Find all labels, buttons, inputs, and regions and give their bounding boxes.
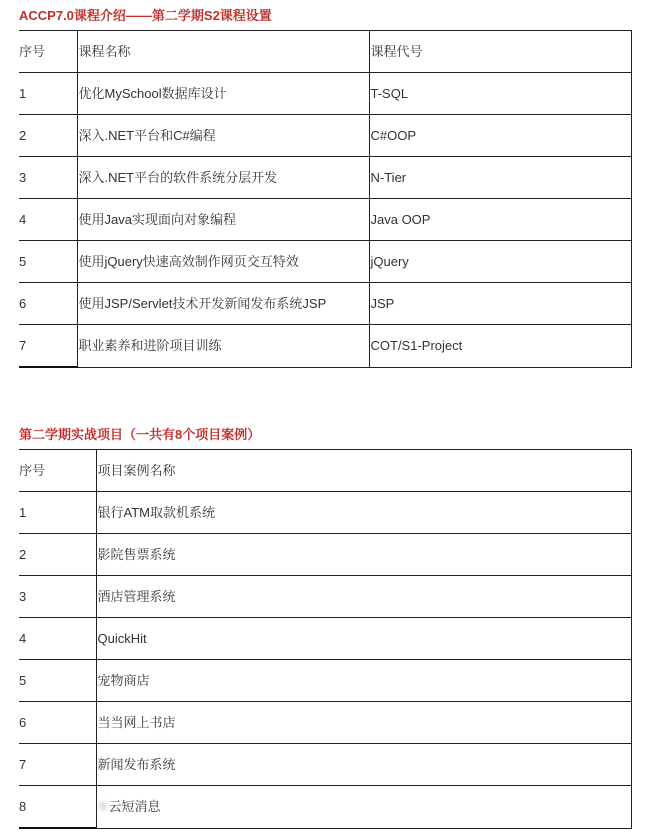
s2-project-table xyxy=(19,449,632,829)
row-index: 4 xyxy=(19,199,77,241)
row-index: 2 xyxy=(19,115,77,157)
section-title-s2-courses: ACCP7.0课程介绍——第二学期S2课程设置 xyxy=(19,8,272,23)
row-index: 5 xyxy=(19,241,77,283)
row-course-code: jQuery xyxy=(369,241,631,283)
row-course-code: JSP xyxy=(369,283,631,325)
row-index: 8 xyxy=(19,786,96,829)
row-index: 3 xyxy=(19,157,77,199)
row-index: 3 xyxy=(19,576,96,618)
table-row xyxy=(19,73,631,115)
row-course-name: 使用jQuery快速高效制作网页交互特效 xyxy=(77,241,369,283)
table-row xyxy=(19,325,631,368)
row-course-code: T-SQL xyxy=(369,73,631,115)
row-course-code: N-Tier xyxy=(369,157,631,199)
table-row xyxy=(19,241,631,283)
table-header-row xyxy=(19,450,631,492)
header-cell-course-code: 课程代号 xyxy=(369,31,631,73)
table-row xyxy=(19,744,631,786)
row-project-name: 新闻发布系统 xyxy=(96,744,631,786)
table-row xyxy=(19,283,631,325)
row-course-name: 深入.NET平台的软件系统分层开发 xyxy=(77,157,369,199)
table-row xyxy=(19,786,631,829)
row-project-name: 酒店管理系统 xyxy=(96,576,631,618)
row-course-code: Java OOP xyxy=(369,199,631,241)
row-index: 4 xyxy=(19,618,96,660)
table-row xyxy=(19,702,631,744)
table-row xyxy=(19,115,631,157)
row-course-name: 优化MySchool数据库设计 xyxy=(77,73,369,115)
row-project-name: 影院售票系统 xyxy=(96,534,631,576)
row-index: 6 xyxy=(19,702,96,744)
row-project-name: 宠物商店 xyxy=(96,660,631,702)
table-header-row xyxy=(19,31,631,73)
blurred-text-mark xyxy=(98,800,108,812)
row-project-name: QuickHit xyxy=(96,618,631,660)
row-index: 7 xyxy=(19,744,96,786)
header-cell-project-name: 项目案例名称 xyxy=(96,450,631,492)
table-row xyxy=(19,199,631,241)
table-row xyxy=(19,660,631,702)
table-row xyxy=(19,534,631,576)
row-course-name: 使用Java实现面向对象编程 xyxy=(77,199,369,241)
header-cell-index: 序号 xyxy=(19,450,96,492)
header-cell-course-name: 课程名称 xyxy=(77,31,369,73)
row-index: 1 xyxy=(19,492,96,534)
row-course-code: C#OOP xyxy=(369,115,631,157)
row-project-name: 银行ATM取款机系统 xyxy=(96,492,631,534)
table-row xyxy=(19,618,631,660)
header-cell-index: 序号 xyxy=(19,31,77,73)
s2-course-table xyxy=(19,30,632,368)
table-row xyxy=(19,576,631,618)
row-project-name: 当当网上书店 xyxy=(96,702,631,744)
row-course-name: 使用JSP/Servlet技术开发新闻发布系统JSP xyxy=(77,283,369,325)
row-index: 1 xyxy=(19,73,77,115)
row-course-name: 职业素养和进阶项目训练 xyxy=(77,325,369,368)
row-index: 7 xyxy=(19,325,77,368)
row-course-name: 深入.NET平台和C#编程 xyxy=(77,115,369,157)
table-row xyxy=(19,492,631,534)
row-project-name: 云短消息 xyxy=(108,798,161,814)
section-title-s2-projects: 第二学期实战项目（一共有8个项目案例） xyxy=(19,427,261,442)
row-index: 6 xyxy=(19,283,77,325)
row-course-code: COT/S1-Project xyxy=(369,325,631,368)
row-project-name-cell xyxy=(96,786,631,829)
row-index: 5 xyxy=(19,660,96,702)
table-row xyxy=(19,157,631,199)
row-index: 2 xyxy=(19,534,96,576)
